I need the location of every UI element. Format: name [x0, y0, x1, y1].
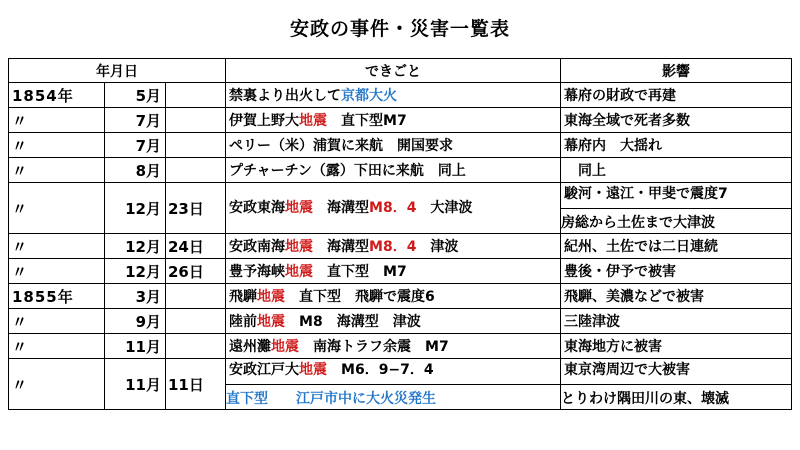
day-cell — [166, 309, 226, 334]
event-text-segment: 大津波 — [416, 200, 473, 216]
page-title: 安政の事件・災害一覧表 — [289, 18, 510, 40]
event-cell — [226, 359, 561, 410]
table-row — [9, 133, 792, 158]
event-text-segment: 直下型 江戸市中に大火災発生 — [226, 390, 437, 407]
table-row — [9, 183, 792, 234]
day-cell — [166, 284, 226, 309]
events-table — [8, 58, 792, 410]
month-cell: 12月 — [105, 259, 166, 284]
event-cell — [226, 83, 561, 108]
event-text-segment: M8．4 — [369, 239, 417, 255]
event-text-segment: 禁裏より出火して — [229, 88, 342, 104]
event-text-segment: 伊賀上野大 — [229, 113, 300, 129]
event-cell — [226, 183, 561, 234]
year-cell: 〃 — [9, 158, 105, 183]
event-text-segment: 直下型M7 — [327, 113, 407, 129]
impact-cell — [561, 183, 792, 234]
event-text-segment: 地震 — [257, 314, 286, 330]
impact-cell: 豊後・伊予で被害 — [561, 259, 792, 284]
impact-cell: 幕府内 大揺れ — [561, 133, 792, 158]
table-row — [9, 359, 792, 410]
table-row — [9, 83, 792, 108]
year-cell: 〃 — [9, 359, 105, 410]
impact-cell: 幕府の財政で再建 — [561, 83, 792, 108]
event-text-segment: 安政江戸大 — [229, 361, 300, 378]
year-cell: 1855年 — [9, 284, 105, 309]
day-cell: 26日 — [166, 259, 226, 284]
impact-cell — [561, 359, 792, 410]
event-text-segment: 京都大火 — [341, 88, 398, 104]
impact-cell: 紀州、土佐では二日連続 — [561, 234, 792, 259]
table-row — [9, 234, 792, 259]
event-text-segment: 地震 — [257, 289, 286, 305]
day-cell — [166, 108, 226, 133]
event-text-segment: 地震 — [285, 239, 314, 255]
event-text-segment: 地震 — [299, 113, 328, 129]
event-text-segment: 豊予海峡 — [229, 264, 286, 280]
event-cell — [226, 259, 561, 284]
table-row — [9, 284, 792, 309]
month-cell: 5月 — [105, 83, 166, 108]
event-text-segment: M6．9−7．4 — [327, 361, 434, 378]
day-cell: 24日 — [166, 234, 226, 259]
event-text-segment: 安政東海 — [229, 200, 286, 216]
year-cell: 〃 — [9, 309, 105, 334]
month-cell: 11月 — [105, 334, 166, 359]
month-cell: 8月 — [105, 158, 166, 183]
event-line — [229, 198, 557, 218]
month-cell: 7月 — [105, 133, 166, 158]
impact-line: 房総から土佐まで大津波 — [561, 208, 791, 233]
header-event: できごと — [226, 59, 561, 83]
day-cell — [166, 334, 226, 359]
event-text-segment: 海溝型 — [313, 200, 370, 216]
event-text-segment: 地震 — [271, 339, 300, 355]
event-cell — [226, 234, 561, 259]
impact-cell: 同上 — [561, 158, 792, 183]
event-cell — [226, 108, 561, 133]
impact-line: 東京湾周辺で大被害 — [564, 361, 691, 378]
event-text-segment: 安政南海 — [229, 239, 286, 255]
day-cell: 11日 — [166, 359, 226, 410]
event-text-segment: 直下型 飛騨で震度6 — [285, 289, 435, 305]
month-cell: 12月 — [105, 183, 166, 234]
event-text-segment: M8 海溝型 津波 — [285, 314, 421, 330]
event-cell — [226, 133, 561, 158]
impact-line: 駿河・遠江・甲斐で震度7 — [564, 185, 728, 202]
event-text-segment: 直下型 M7 — [313, 264, 407, 280]
header-impact: 影響 — [561, 59, 792, 83]
month-cell: 11月 — [105, 359, 166, 410]
event-text-segment: 地震 — [285, 200, 314, 216]
year-cell: 〃 — [9, 234, 105, 259]
event-text-segment: M8．4 — [369, 200, 417, 216]
table-row — [9, 108, 792, 133]
impact-line: とりわけ隅田川の東、壊滅 — [561, 384, 791, 409]
event-text-segment: 陸前 — [229, 314, 258, 330]
table-row — [9, 259, 792, 284]
event-cell — [226, 284, 561, 309]
table-row — [9, 158, 792, 183]
table-row — [9, 334, 792, 359]
event-text-segment: 遠州灘 — [229, 339, 272, 355]
header-row — [9, 59, 792, 83]
month-cell: 3月 — [105, 284, 166, 309]
event-text-segment: 海溝型 — [313, 239, 370, 255]
year-cell: 〃 — [9, 334, 105, 359]
table-row — [9, 309, 792, 334]
event-text-segment: 地震 — [285, 264, 314, 280]
impact-cell: 東海地方に被害 — [561, 334, 792, 359]
header-date: 年月日 — [9, 59, 226, 83]
year-cell: 〃 — [9, 133, 105, 158]
event-cell — [226, 309, 561, 334]
event-line — [229, 360, 557, 380]
event-cell — [226, 334, 561, 359]
event-text-segment: 飛騨 — [229, 289, 258, 305]
year-cell: 〃 — [9, 259, 105, 284]
day-cell — [166, 133, 226, 158]
year-cell: 〃 — [9, 108, 105, 133]
year-cell: 〃 — [9, 183, 105, 234]
day-cell: 23日 — [166, 183, 226, 234]
month-cell: 12月 — [105, 234, 166, 259]
year-cell: 1854年 — [9, 83, 105, 108]
event-text-segment: 南海トラフ余震 M7 — [299, 339, 449, 355]
day-cell — [166, 158, 226, 183]
day-cell — [166, 83, 226, 108]
month-cell: 7月 — [105, 108, 166, 133]
impact-cell: 三陸津波 — [561, 309, 792, 334]
month-cell: 9月 — [105, 309, 166, 334]
event-text-segment: ペリー（米）浦賀に来航 開国要求 — [229, 138, 454, 154]
event-cell — [226, 158, 561, 183]
event-line — [226, 384, 560, 409]
event-text-segment: プチャーチン（露）下田に来航 同上 — [229, 163, 466, 179]
impact-cell: 東海全域で死者多数 — [561, 108, 792, 133]
event-text-segment: 地震 — [299, 361, 328, 378]
event-text-segment: 津波 — [416, 239, 459, 255]
impact-cell: 飛騨、美濃などで被害 — [561, 284, 792, 309]
